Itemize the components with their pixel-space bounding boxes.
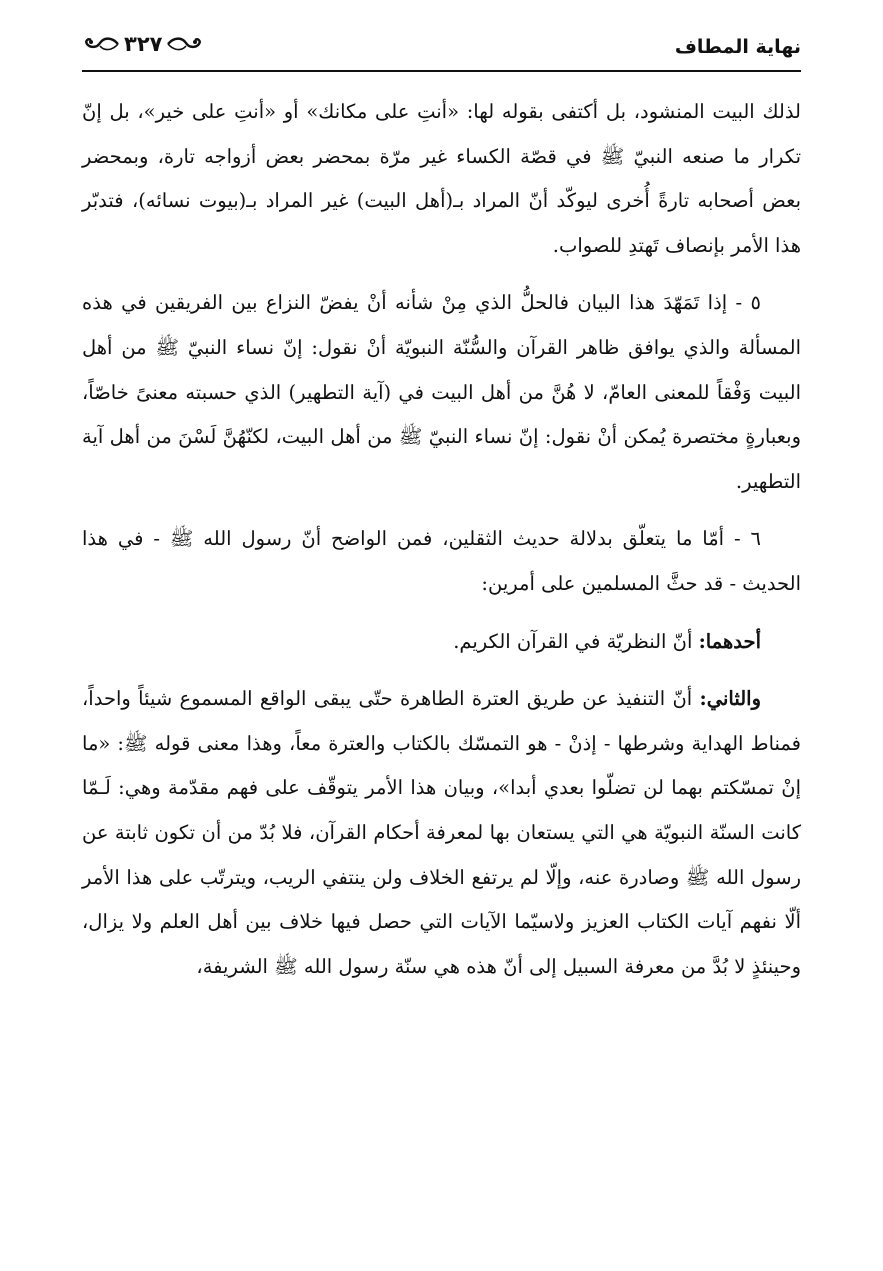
first-matter-text: أنّ النظريّة في القرآن الكريم. xyxy=(453,629,699,653)
running-header xyxy=(82,30,801,72)
ornament-left-icon xyxy=(82,33,120,55)
book-title: نهاية المطاف xyxy=(674,36,801,58)
paragraph-second-matter xyxy=(82,677,801,989)
second-matter-lead: والثاني: xyxy=(699,687,761,711)
ornament-right-icon xyxy=(166,33,204,55)
paragraph-first-matter xyxy=(82,620,801,665)
paragraph-point-6: ٦ - أمّا ما يتعلّق بدلالة حديث الثقلين، فمن الواضح أنّ رسول الله ﷺ - في هذا الحديث - قد حثَّ المسلمين على أمرين: xyxy=(82,527,801,595)
paragraph-point-5: ٥ - إذا تَمَهّدَ هذا البيان فالحلُّ الذي مِنْ شأنه أنْ يفضّ النزاع بين الفريقين في هذه المسألة والذي يوافق ظاهر القرآن والسُّنّة النبويّة أنْ نقول: إنّ نساء النبيّ ﷺ من أهل البيت وَفْقاً للمعنى العامّ، لا هُنَّ من أهل البيت في (آية التطهير) الذي حسبته معنىً خاصّاً، وبعبارةٍ مختصرة يُمكن أنْ نقول: إنّ نساء النبيّ ﷺ من أهل البيت، لكنّهُنَّ لَسْنَ من أهل آية التطهير. xyxy=(82,291,801,493)
second-matter-text: أنّ التنفيذ عن طريق العترة الطاهرة حتّى يبقى الواقع المسموع شيئاً واحداً، فمناط الهداية وشرطها - إذنْ - هو التمسّك بالكتاب والعترة معاً، وهذا معنى قوله ﷺ: «ما إنْ تمسّكتم بهما لن تضلّوا بعدي أبدا»، وبيان هذا الأمر يتوقّف على فهم مقدّمة وهي: لَـمّا كانت السنّة النبويّة هي التي يستعان بها لمعرفة أحكام القرآن، فلا بُدّ من أن تكون ثابتة عن رسول الله ﷺ وصادرة عنه، وإلّا لم يرتفع الخلاف ولن ينتفي الريب، ويترتّب على هذا الأمر ألّا نفهم آيات الكتاب العزيز ولاسيّما الآيات التي حصل فيها خلاف بين أهل العلم ولا يزال، وحينئذٍ لا بُدَّ من معرفة السبيل إلى أنّ هذه هي سنّة رسول الله ﷺ الشريفة، xyxy=(82,687,801,978)
page-body xyxy=(82,90,801,989)
first-matter-lead: أحدهما: xyxy=(698,629,761,653)
paragraph-continuation: لذلك البيت المنشود، بل أكتفى بقوله لها: «أنتِ على مكانك» أو «أنتِ على خير»، بل إنّ تكرار ما صنعه النبيّ ﷺ في قصّة الكساء غير مرّة بمحضر بعض أزواجه تارة، وبمحضر بعض أصحابه تارةً أُخرى ليوكّد أنّ المراد بـ(أهل البيت) غير المراد بـ(بيوت نسائه)، فتدبّر هذا الأمر بإنصاف تَهتدِ للصواب. xyxy=(82,100,801,257)
page-number: ٣٢٧ xyxy=(124,32,163,56)
page-number-ornament xyxy=(82,32,204,56)
